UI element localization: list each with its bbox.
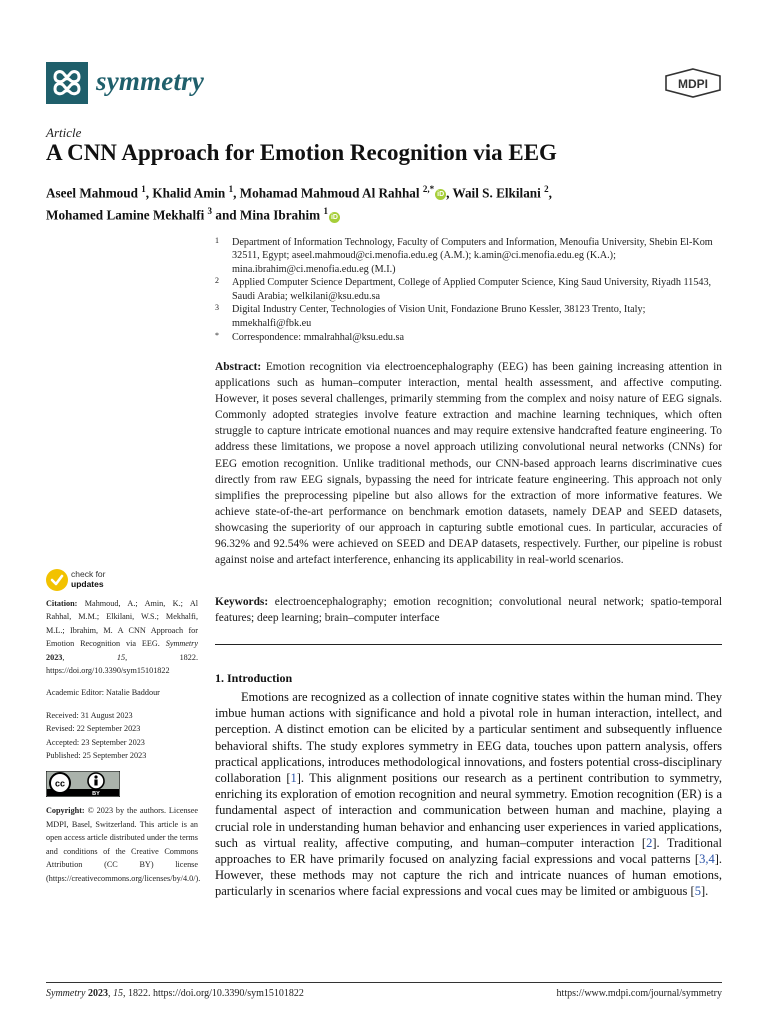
- author-name: Mohamad Mahmoud Al Rahhal: [239, 185, 420, 201]
- intro-paragraph: [215, 689, 722, 900]
- affiliation-text: Digital Industry Center, Technologies of Vision Unit, Fondazione Bruno Kessler, 38123 Trento, Italy; mmekhalfi@fbk.eu: [232, 304, 646, 329]
- footer-doi[interactable]: , 1822. https://doi.org/10.3390/sym15101822: [122, 988, 304, 999]
- section-title: 1. Introduction: [215, 671, 293, 685]
- author-affiliation-mark: 1: [228, 184, 234, 194]
- author-separator: ,: [233, 185, 240, 201]
- author-affiliation-mark: 3: [207, 206, 213, 217]
- abstract-text: Emotion recognition via electroencephalography (EEG) has been gaining increasing attention in applications such as human–computer interaction, mental health assessment, and affective computing. However, it poses several challenges, primarily stemming from the complex and noisy nature of EEG signals. Commonly adopted strategies involve feature extraction and machine learning techniques, which often struggle to capture intricate emotional nuances and may require extensive handcrafted feature engineering. To address these limitations, we propose a novel approach utilizing convolutional neural networks (CNNs) for EEG emotion recognition. Unlike traditional methods, our CNN-based approach learns discriminative cues directly from raw EEG signals, bypassing the need for intricate feature engineering. This approach not only simplifies the preprocessing pipeline but also allows for the extraction of more informative features. We achieve state-of-the-art performance on benchmark emotion datasets, namely DEAP and SEED datasets, showcasing the superiority of our approach in capturing subtle emotional cues. In particular, accuracies of 96.32% and 92.54% were achieved on SEED and DEAP datasets, respectively. Further, our pipeline is robust against noise and artefact interference, enhancing its applicability in real-world scenarios.: [215, 361, 723, 567]
- intro-text: ]. This alignment positions our research as a pertinent contribution to symmetry, enriching its exploration of emotion recognition and neural symmetry. Emotion recognition (ER) is a fundamental aspect of interaction and communication between human and machine, playing a crucial role in understanding human behavior and enhancing user experiences in varied applications, such as virtual reality, affective computing, and human–computer interaction [: [215, 771, 722, 850]
- author-affiliation-mark: 1: [323, 206, 328, 217]
- author-affiliation-mark: 2,*: [422, 184, 435, 194]
- author-affiliation-mark: 1: [141, 184, 146, 194]
- accepted-date: Accepted: 23 September 2023: [46, 737, 145, 747]
- affiliation-item: [215, 276, 725, 303]
- received-date: Received: 31 August 2023: [46, 710, 133, 720]
- keywords-text: electroencephalography; emotion recognition; convolutional neural network; spatio-temporal features; deep learning; brain–computer interface: [215, 596, 722, 625]
- citation-label: Citation:: [46, 599, 78, 608]
- footer-citation: Symmetry 2023, 15, 1822. https://doi.org/10.3390/sym15101822: [46, 988, 304, 999]
- citation-link[interactable]: 1: [290, 771, 297, 786]
- author-list: [46, 180, 726, 225]
- author-separator: ,: [145, 185, 153, 201]
- abstract-label: Abstract:: [215, 361, 262, 373]
- copyright-label: Copyright:: [46, 806, 85, 816]
- dates-block: [46, 709, 198, 763]
- mdpi-text: MDPI: [678, 77, 708, 91]
- author-name: Wail S. Elkilani: [452, 185, 541, 201]
- sidebar: [46, 567, 201, 894]
- svg-text:cc: cc: [54, 778, 66, 789]
- author-separator: and: [212, 207, 240, 223]
- citation-link[interactable]: 3,4: [699, 852, 715, 867]
- author-name: Mohamed Lamine Mekhalfi: [46, 207, 205, 223]
- published-date: Published: 25 September 2023: [46, 751, 147, 761]
- affiliation-item: [215, 331, 725, 344]
- revised-date: Revised: 22 September 2023: [46, 724, 141, 734]
- intro-text: ]. However, these methods may not capture the rich and intricate nuances of human emotions, particularly in scenarios where facial expressions and vocal cues may be limited or ambiguous [: [215, 852, 722, 899]
- orcid-icon[interactable]: iD: [437, 191, 445, 199]
- author-name: Aseel Mahmoud: [46, 185, 138, 201]
- affiliation-text: Applied Computer Science Department, College of Applied Computer Science, King Saud University, Riyadh 11543, Saudi Arabia; welkilani@ksu.edu.sa: [232, 277, 712, 302]
- check-label: check for: [71, 569, 106, 579]
- svg-text:BY: BY: [92, 791, 100, 798]
- intro-text: ]. Traditional approaches to ER have primarily focused on analyzing facial expressions and vocal patterns [: [215, 835, 722, 867]
- affiliations: [215, 236, 725, 344]
- author-name: Khalid Amin: [152, 185, 226, 201]
- intro-text: ].: [700, 884, 709, 899]
- citation-text: Mahmoud, A.; Amin, K.; Al Rahhal, M.M.; Elkilani, W.S.; Mekhalfi, M.L.; Ibrahim, M. A CNN Approach for Emotion Recognition via EEG.: [46, 599, 199, 649]
- keywords: [215, 594, 722, 626]
- footer-journal: Symmetry: [46, 988, 86, 999]
- footer-volume: 15: [112, 988, 123, 999]
- affiliation-mark: 3: [215, 303, 219, 313]
- article-type: Article: [46, 125, 82, 140]
- journal-header: [46, 62, 722, 104]
- citation-doi[interactable]: , 1822. https://doi.org/10.3390/sym15101822: [46, 652, 199, 676]
- updates-label: updates: [71, 578, 104, 589]
- author-name: Mina Ibrahim: [239, 207, 321, 223]
- divider: [215, 644, 722, 645]
- affiliation-mark: *: [215, 330, 219, 340]
- check-for-updates-button[interactable]: [46, 567, 198, 595]
- orcid-icon[interactable]: iD: [330, 213, 338, 221]
- author-separator: ,: [446, 185, 453, 201]
- affiliation-mark: 1: [215, 236, 219, 245]
- journal-name: symmetry: [96, 66, 205, 96]
- symmetry-logo-icon: [46, 62, 88, 104]
- affiliation-item: [215, 303, 725, 330]
- footer-divider: [46, 982, 722, 983]
- citation-link[interactable]: 5: [694, 884, 701, 899]
- author-separator: ,: [548, 185, 552, 201]
- cc-by-license-icon[interactable]: [46, 771, 120, 797]
- affiliation-text: Department of Information Technology, Faculty of Computers and Information, Menoufia University, Shebin El-Kom 32511, Egypt; aseel.mahmoud@ci.menofia.edu.eg (A.M.); k.amin@ci.menofia.edu.eg (K.A.); mina.ibrahim@ci.menofia.edu.eg (M.I.): [232, 237, 713, 275]
- citation-volume: 15: [116, 652, 126, 662]
- citation-journal: Symmetry: [165, 639, 199, 649]
- citation-link[interactable]: 2: [646, 835, 653, 850]
- mdpi-logo-icon: [664, 68, 722, 98]
- intro-text: Emotions are recognized as a collection of innate cognitive states within the human mind. They imbue human actions with significance and hold a pivotal role in human interaction, intellect, and perception. A distinct emotion can be elicited by a particular sentiment and subsequently influence behavioral shifts. The study explores symmetry in EEG data, touches upon pattern analysis, offers practical applications, introduces methodological innovations, and fosters potential cross-disciplinary collaboration [: [215, 690, 722, 786]
- copyright-block: [46, 804, 201, 884]
- affiliation-mark: 2: [215, 276, 219, 286]
- academic-editor: Academic Editor: Natalie Baddour: [46, 688, 160, 698]
- footer-year: 2023: [87, 988, 108, 999]
- citation-year: 2023: [46, 652, 63, 662]
- affiliation-item: [215, 236, 725, 276]
- citation-block: Citation: Mahmoud, A.; Amin, K.; Al Rahhal, M.M.; Elkilani, W.S.; Mekhalfi, M.L.; Ibrahim, M. A CNN Approach for Emotion Recognition via EEG. Symmetry 2023, 15, 1822. https://doi.org/10.3390/sym15101822: [46, 599, 199, 676]
- page-title: A CNN Approach for Emotion Recognition via EEG: [46, 140, 557, 165]
- keywords-label: Keywords:: [215, 596, 269, 608]
- author-affiliation-mark: 2: [544, 184, 549, 194]
- check-updates-icon: [46, 569, 68, 591]
- footer-journal-url[interactable]: https://www.mdpi.com/journal/symmetry: [556, 988, 722, 999]
- affiliation-text: Correspondence: mmalrahhal@ksu.edu.sa: [232, 331, 405, 343]
- copyright-text: © 2023 by the authors. Licensee MDPI, Basel, Switzerland. This article is an open access article distributed under the terms and conditions of the Creative Commons Attribution (CC BY) license (https://creativecommons.org/licenses/by/4.0/).: [46, 806, 201, 883]
- abstract: [215, 359, 722, 568]
